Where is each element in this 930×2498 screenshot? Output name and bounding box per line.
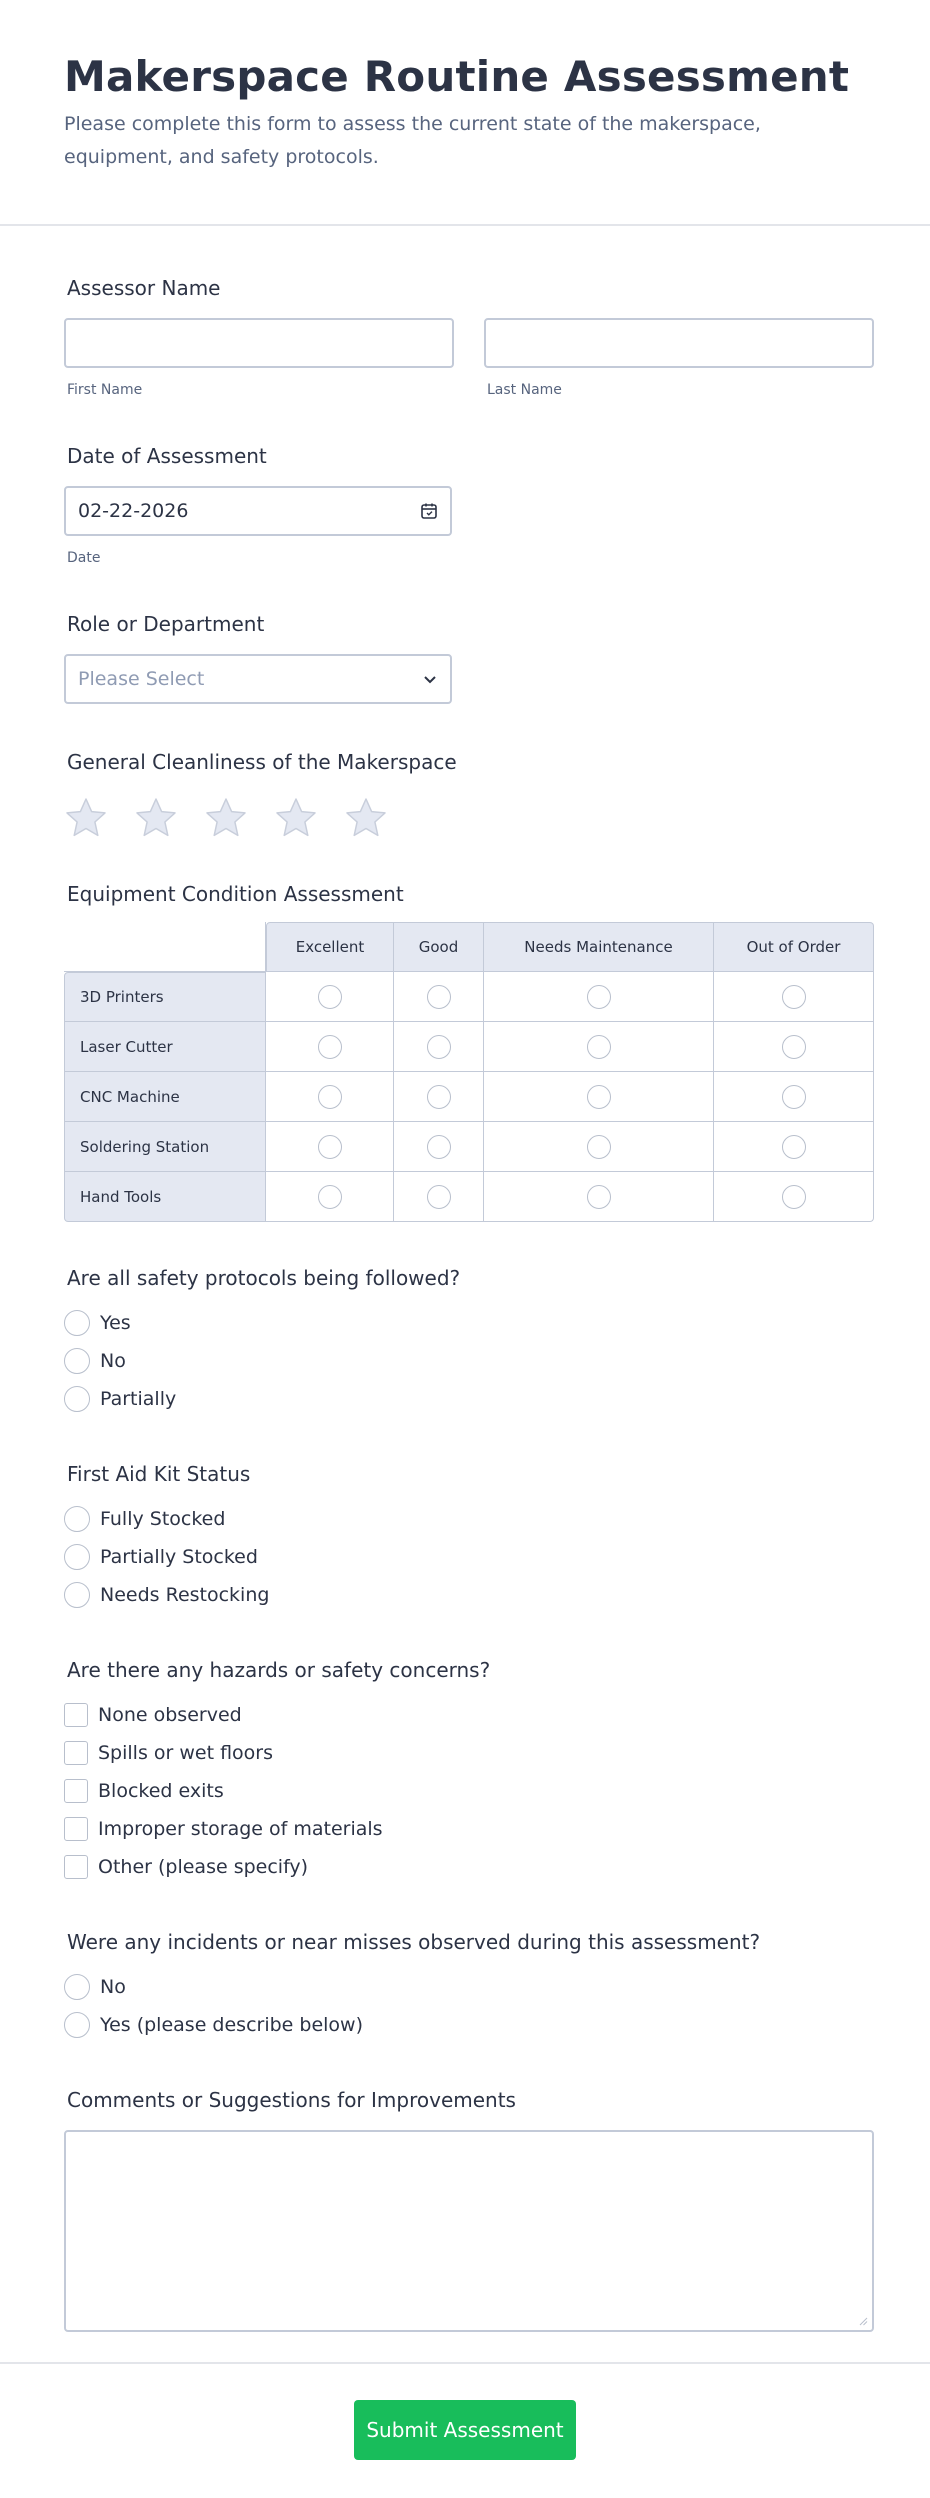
- form-footer: [0, 2362, 930, 2498]
- star-icon[interactable]: [204, 796, 248, 840]
- resize-grip-icon[interactable]: [858, 2316, 868, 2326]
- matrix-row: [64, 1072, 874, 1122]
- matrix-cell: [394, 1172, 484, 1222]
- date-sublabel: Date: [67, 550, 101, 566]
- matrix-radio[interactable]: [427, 1135, 451, 1159]
- matrix-radio[interactable]: [782, 1135, 806, 1159]
- radio-button[interactable]: [64, 1544, 90, 1570]
- checkbox[interactable]: [64, 1817, 88, 1841]
- checkbox-option[interactable]: [64, 1772, 874, 1810]
- radio-button[interactable]: [64, 1348, 90, 1374]
- first-aid-options: [64, 1500, 874, 1614]
- matrix-cell: [266, 1122, 394, 1172]
- safety-label: Are all safety protocols being followed?: [67, 1266, 461, 1290]
- option-label: Fully Stocked: [100, 1508, 226, 1530]
- last-name-sublabel: Last Name: [487, 382, 562, 398]
- last-name-input[interactable]: [484, 318, 874, 368]
- matrix-column-header: Needs Maintenance: [484, 922, 714, 972]
- matrix-cell: [394, 1122, 484, 1172]
- radio-button[interactable]: [64, 1310, 90, 1336]
- matrix-radio[interactable]: [318, 1185, 342, 1209]
- matrix-row: [64, 1122, 874, 1172]
- star-icon[interactable]: [134, 796, 178, 840]
- page-subtitle: Please complete this form to assess the current state of the makerspace, equipment, and safety protocols.: [64, 113, 761, 168]
- matrix-radio[interactable]: [427, 1085, 451, 1109]
- matrix-row: [64, 1022, 874, 1072]
- matrix-radio[interactable]: [318, 1035, 342, 1059]
- date-section: [64, 444, 874, 566]
- checkbox[interactable]: [64, 1741, 88, 1765]
- hazards-label: Are there any hazards or safety concerns?: [67, 1658, 491, 1682]
- matrix-radio[interactable]: [587, 1035, 611, 1059]
- matrix-cell: [394, 1022, 484, 1072]
- matrix-radio[interactable]: [427, 1185, 451, 1209]
- matrix-cell: [394, 1072, 484, 1122]
- comments-textarea[interactable]: [64, 2130, 874, 2332]
- radio-option[interactable]: [64, 1342, 874, 1380]
- option-label: Needs Restocking: [100, 1584, 270, 1606]
- radio-option[interactable]: [64, 1500, 874, 1538]
- matrix-radio[interactable]: [318, 1135, 342, 1159]
- cleanliness-section: [64, 750, 874, 840]
- matrix-cell: [714, 972, 874, 1022]
- option-label: Yes: [100, 1312, 131, 1334]
- option-label: Spills or wet floors: [98, 1742, 274, 1764]
- matrix-cell: [266, 1072, 394, 1122]
- matrix-cell: [714, 1172, 874, 1222]
- star-icon[interactable]: [274, 796, 318, 840]
- radio-button[interactable]: [64, 1506, 90, 1532]
- matrix-radio[interactable]: [318, 1085, 342, 1109]
- checkbox[interactable]: [64, 1779, 88, 1803]
- role-label: Role or Department: [67, 612, 265, 636]
- option-label: Yes (please describe below): [100, 2014, 364, 2036]
- role-placeholder: Please Select: [78, 668, 205, 690]
- checkbox-option[interactable]: [64, 1810, 874, 1848]
- checkbox-option[interactable]: [64, 1696, 874, 1734]
- hazards-section: [64, 1658, 874, 1886]
- radio-button[interactable]: [64, 1582, 90, 1608]
- option-label: Improper storage of materials: [98, 1818, 383, 1840]
- matrix-radio[interactable]: [587, 1135, 611, 1159]
- option-label: None observed: [98, 1704, 242, 1726]
- hazard-options: [64, 1696, 874, 1886]
- matrix-cell: [266, 1022, 394, 1072]
- matrix-cell: [714, 1122, 874, 1172]
- matrix-radio[interactable]: [782, 985, 806, 1009]
- comments-label: Comments or Suggestions for Improvements: [67, 2088, 516, 2112]
- incident-options: [64, 1968, 874, 2044]
- radio-option[interactable]: [64, 1968, 874, 2006]
- assessor-name-section: [64, 276, 874, 398]
- incidents-label: Were any incidents or near misses observed during this assessment?: [67, 1930, 761, 1954]
- radio-option[interactable]: [64, 1380, 874, 1418]
- matrix-radio[interactable]: [782, 1085, 806, 1109]
- comments-section: [64, 2088, 874, 2332]
- date-input[interactable]: [64, 486, 452, 536]
- matrix-radio[interactable]: [427, 1035, 451, 1059]
- assessor-name-label: Assessor Name: [67, 276, 221, 300]
- radio-option[interactable]: [64, 1304, 874, 1342]
- form-header: [0, 0, 930, 226]
- radio-button[interactable]: [64, 2012, 90, 2038]
- equipment-label: Equipment Condition Assessment: [67, 882, 404, 906]
- option-label: Partially: [100, 1388, 177, 1410]
- radio-option[interactable]: [64, 2006, 874, 2044]
- matrix-radio[interactable]: [318, 985, 342, 1009]
- matrix-cell: [484, 1122, 714, 1172]
- matrix-column-header: Good: [394, 922, 484, 972]
- matrix-radio[interactable]: [587, 1085, 611, 1109]
- star-icon[interactable]: [344, 796, 388, 840]
- option-label: Partially Stocked: [100, 1546, 258, 1568]
- matrix-cell: [484, 1022, 714, 1072]
- matrix-radio[interactable]: [587, 1185, 611, 1209]
- radio-button[interactable]: [64, 1974, 90, 2000]
- radio-button[interactable]: [64, 1386, 90, 1412]
- matrix-cell: [484, 1072, 714, 1122]
- matrix-cell: [266, 1172, 394, 1222]
- role-section: [64, 612, 874, 704]
- incidents-section: [64, 1930, 874, 2044]
- first-aid-label: First Aid Kit Status: [67, 1462, 251, 1486]
- first-name-input[interactable]: [64, 318, 454, 368]
- matrix-radio[interactable]: [782, 1035, 806, 1059]
- equipment-section: [64, 882, 874, 1222]
- option-label: Other (please specify): [98, 1856, 309, 1878]
- checkbox-option[interactable]: [64, 1734, 874, 1772]
- matrix-radio[interactable]: [427, 985, 451, 1009]
- matrix-radio[interactable]: [782, 1185, 806, 1209]
- checkbox-option[interactable]: [64, 1848, 874, 1886]
- matrix-row: [64, 972, 874, 1022]
- cleanliness-label: General Cleanliness of the Makerspace: [67, 750, 457, 774]
- matrix-corner: [64, 922, 266, 972]
- radio-option[interactable]: [64, 1576, 874, 1614]
- matrix-row-label: 3D Printers: [64, 972, 266, 1022]
- matrix-cell: [714, 1022, 874, 1072]
- matrix-radio[interactable]: [587, 985, 611, 1009]
- matrix-row: [64, 1172, 874, 1222]
- equipment-matrix: [64, 922, 874, 1222]
- star-icon[interactable]: [64, 796, 108, 840]
- role-select[interactable]: [64, 654, 452, 704]
- radio-option[interactable]: [64, 1538, 874, 1576]
- matrix-column-header: Excellent: [266, 922, 394, 972]
- safety-options: [64, 1304, 874, 1418]
- star-rating: [64, 796, 874, 840]
- first-name-sublabel: First Name: [67, 382, 143, 398]
- date-value: 02-22-2026: [78, 500, 189, 522]
- matrix-row-label: Laser Cutter: [64, 1022, 266, 1072]
- assessment-form: [0, 276, 930, 2332]
- safety-section: [64, 1266, 874, 1418]
- page-title: Makerspace Routine Assessment: [64, 52, 850, 101]
- matrix-row-label: CNC Machine: [64, 1072, 266, 1122]
- matrix-row-label: Hand Tools: [64, 1172, 266, 1222]
- matrix-cell: [714, 1072, 874, 1122]
- matrix-row-label: Soldering Station: [64, 1122, 266, 1172]
- matrix-cell: [394, 972, 484, 1022]
- matrix-column-header: Out of Order: [714, 922, 874, 972]
- matrix-cell: [266, 972, 394, 1022]
- option-label: No: [100, 1976, 126, 1998]
- option-label: Blocked exits: [98, 1780, 224, 1802]
- first-aid-section: [64, 1462, 874, 1614]
- matrix-cell: [484, 972, 714, 1022]
- chevron-down-icon: [422, 671, 438, 687]
- calendar-icon[interactable]: [420, 502, 438, 520]
- matrix-cell: [484, 1172, 714, 1222]
- checkbox[interactable]: [64, 1703, 88, 1727]
- checkbox[interactable]: [64, 1855, 88, 1879]
- option-label: No: [100, 1350, 126, 1372]
- date-label: Date of Assessment: [67, 444, 267, 468]
- submit-button[interactable]: Submit Assessment: [354, 2400, 576, 2460]
